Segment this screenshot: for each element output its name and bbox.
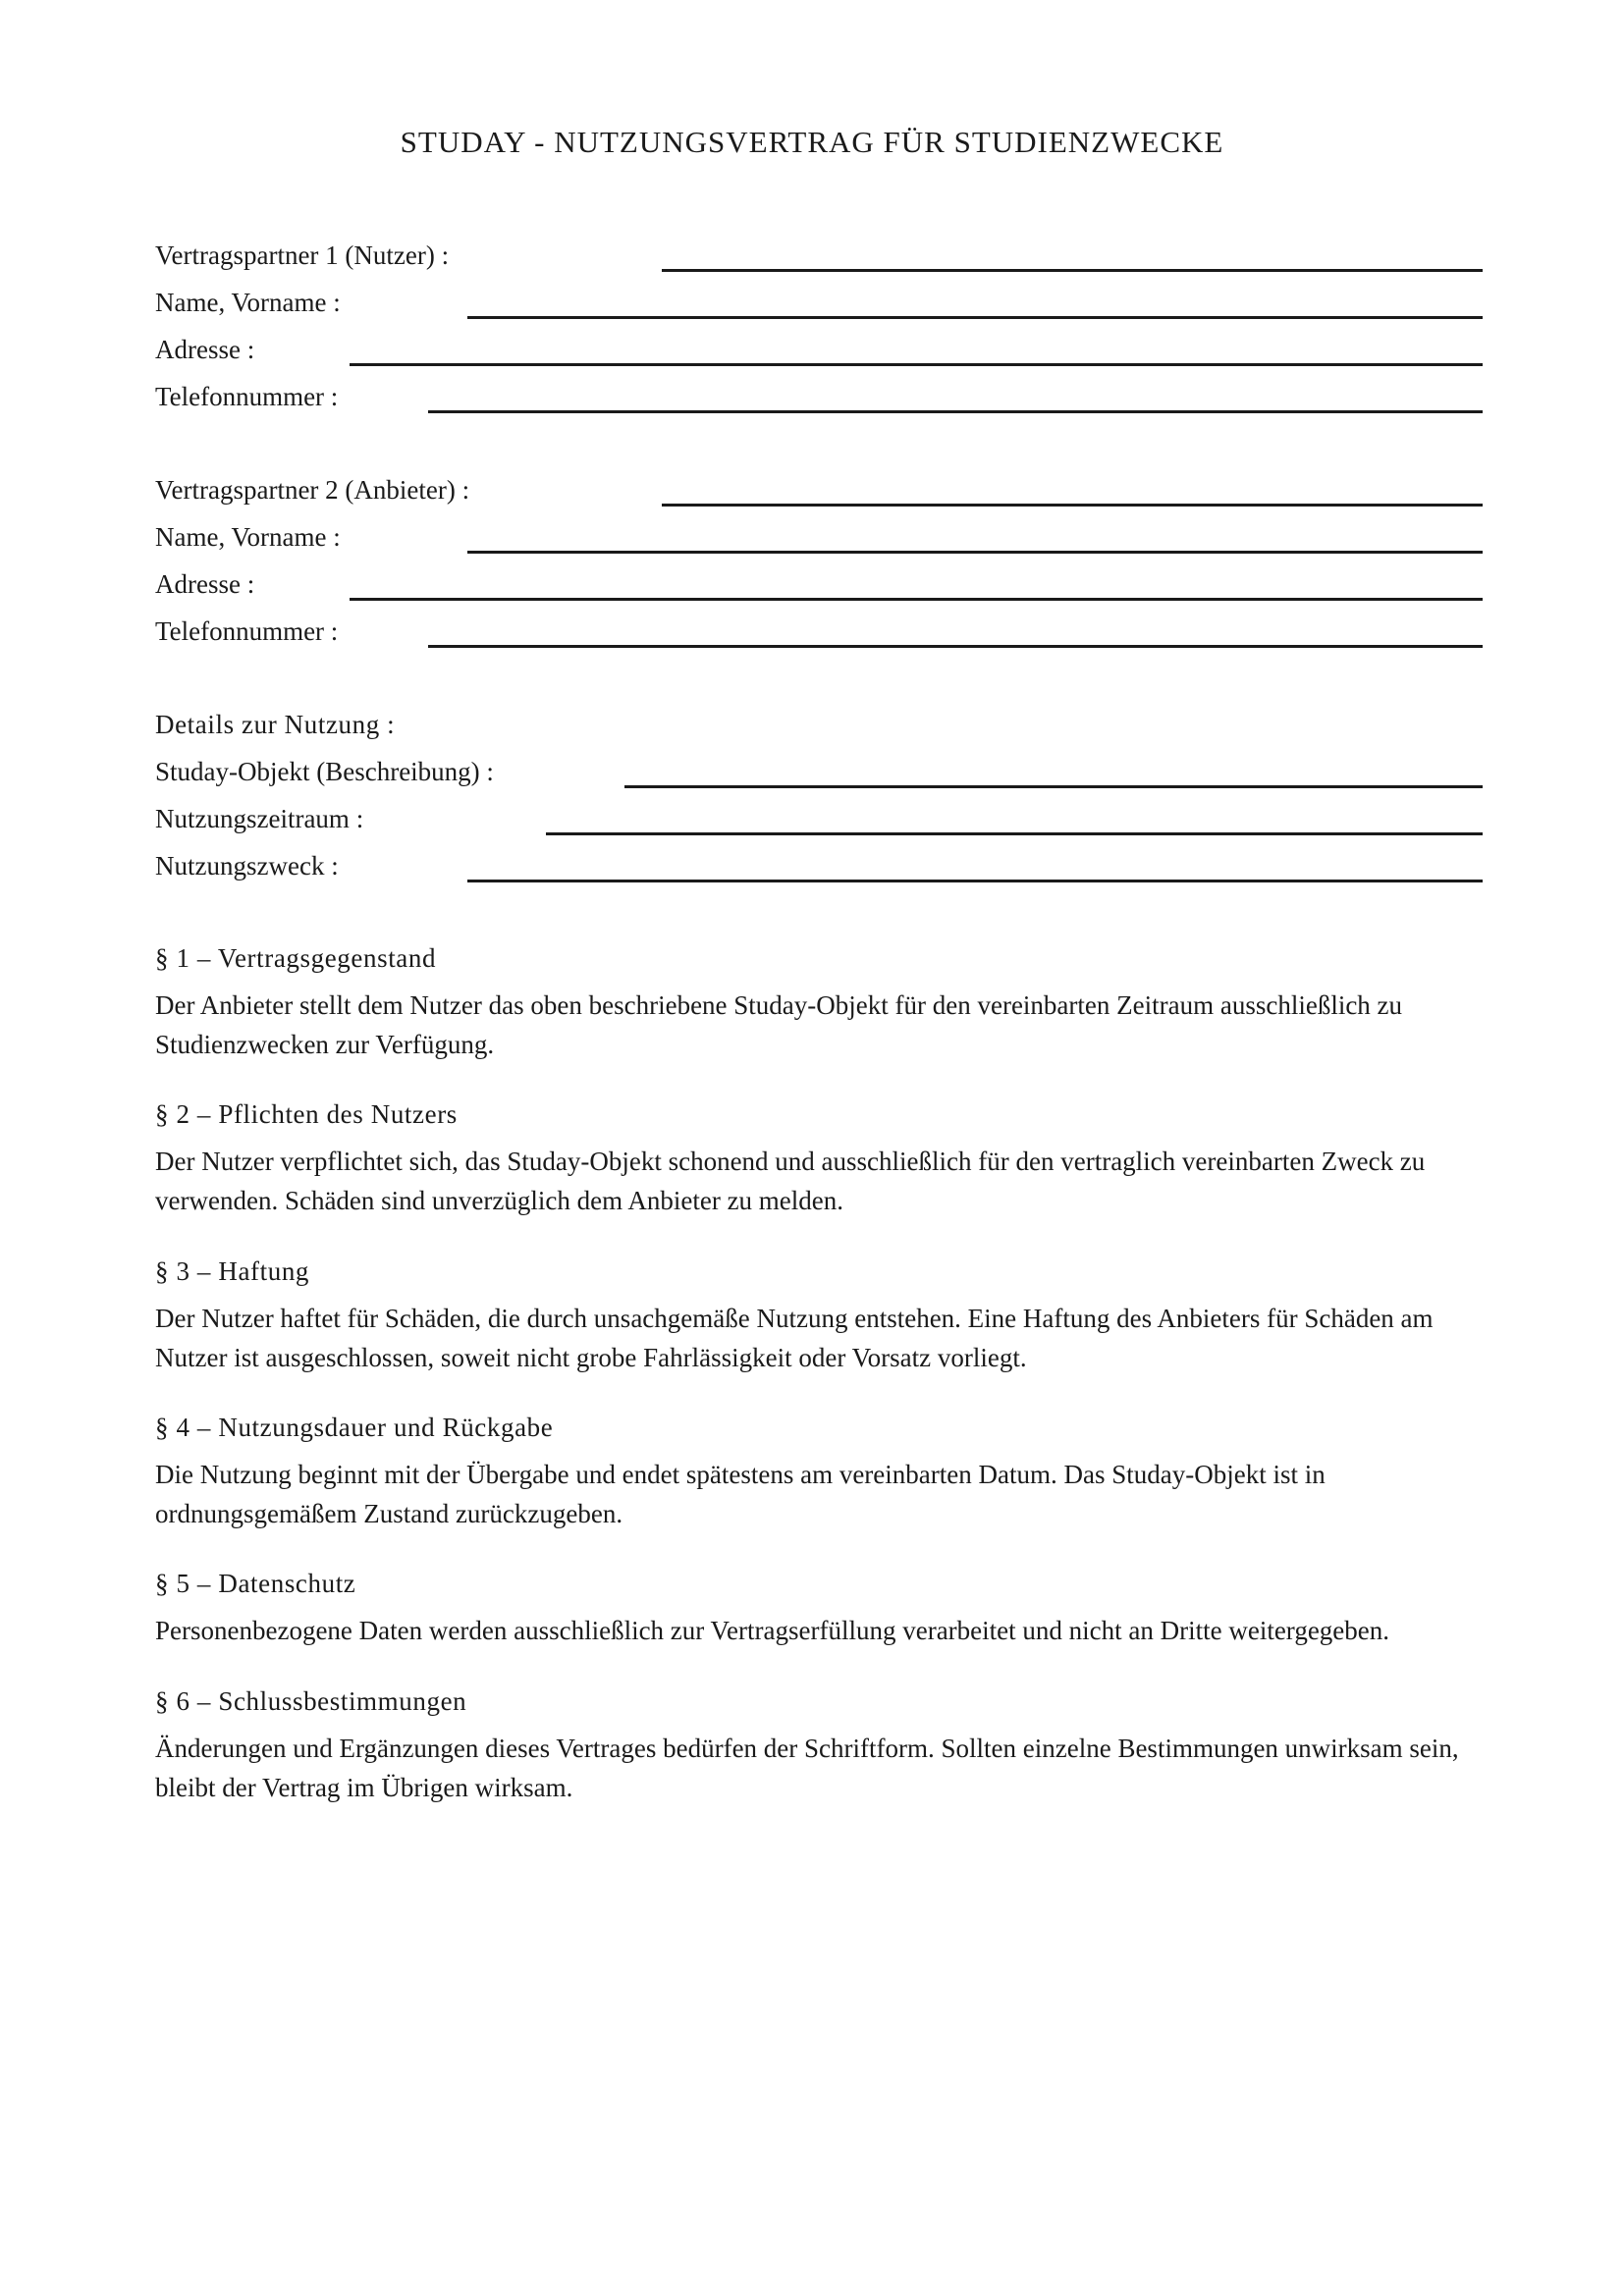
party2-heading: Vertragspartner 2 (Anbieter) : (155, 475, 470, 505)
party1-heading: Vertragspartner 1 (Nutzer) : (155, 240, 450, 270)
party1-heading-field[interactable] (662, 269, 1483, 272)
usage-heading: Details zur Nutzung : (155, 710, 396, 739)
section-4-text: Die Nutzung beginnt mit der Übergabe und endet spätestens am vereinbarten Datum. Das Studay-Objekt ist in ordnungsgemäßem Zustand zurückzugeben. (155, 1460, 1326, 1528)
usage-period-field[interactable] (546, 832, 1483, 835)
party2-name-label: Name, Vorname : (155, 522, 341, 552)
section-1-text: Der Anbieter stellt dem Nutzer das oben beschriebene Studay-Objekt für den vereinbarten Zeitraum ausschließlich zu Studienzwecken zur Verfügung. (155, 990, 1403, 1059)
section-6-heading: § 6 – Schlussbestimmungen (155, 1686, 467, 1716)
party1-address-label: Adresse : (155, 335, 255, 364)
section-2-text: Der Nutzer verpflichtet sich, das Studay-Objekt schonend und ausschließlich für den vertraglich vereinbarten Zweck zu verwenden. Schäden sind unverzüglich dem Anbieter zu melden. (155, 1147, 1426, 1215)
usage-purpose-field[interactable] (467, 880, 1483, 882)
usage-object-label: Studay-Objekt (Beschreibung) : (155, 757, 494, 786)
party1-name-row (155, 283, 1483, 330)
usage-object-field[interactable] (624, 785, 1483, 788)
party2-address-row (155, 564, 1483, 612)
party1-name-label: Name, Vorname : (155, 288, 341, 317)
section-5-heading: § 5 – Datenschutz (155, 1569, 356, 1598)
usage-period-label: Nutzungszeitraum : (155, 804, 364, 833)
party2-address-label: Adresse : (155, 569, 255, 599)
section-4-heading: § 4 – Nutzungsdauer und Rückgabe (155, 1413, 554, 1442)
usage-purpose-label: Nutzungszweck : (155, 851, 339, 881)
document-title: STUDAY - NUTZUNGSVERTRAG FÜR STUDIENZWECKE (400, 125, 1224, 159)
section-2-heading: § 2 – Pflichten des Nutzers (155, 1099, 458, 1129)
party2-phone-row (155, 612, 1483, 659)
section-3-text: Der Nutzer haftet für Schäden, die durch unsachgemäße Nutzung entstehen. Eine Haftung des Anbieters für Schäden am Nutzer ist ausgeschlossen, soweit nicht grobe Fahrlässigkeit oder Vorsatz vorliegt. (155, 1304, 1434, 1372)
party2-name-field[interactable] (467, 551, 1483, 554)
party1-address-field[interactable] (350, 363, 1483, 366)
party1-phone-label: Telefonnummer : (155, 382, 339, 411)
usage-purpose-row (155, 846, 1483, 893)
party2-heading-field[interactable] (662, 504, 1483, 507)
section-6-text: Änderungen und Ergänzungen dieses Vertrages bedürfen der Schriftform. Sollten einzelne Bestimmungen unwirksam sein, bleibt der Vertrag im Übrigen wirksam. (155, 1734, 1459, 1802)
party1-phone-field[interactable] (428, 410, 1483, 413)
party1-name-field[interactable] (467, 316, 1483, 319)
section-5-text: Personenbezogene Daten werden ausschließlich zur Vertragserfüllung verarbeitet und nicht an Dritte weitergegeben. (155, 1616, 1390, 1645)
section-3-heading: § 3 – Haftung (155, 1256, 310, 1286)
party1-address-row (155, 330, 1483, 377)
party2-name-row (155, 517, 1483, 564)
party2-phone-label: Telefonnummer : (155, 616, 339, 646)
usage-period-row (155, 799, 1483, 846)
party1-phone-row (155, 377, 1483, 424)
party2-address-field[interactable] (350, 598, 1483, 601)
party2-heading-row (155, 470, 1483, 517)
party1-heading-row (155, 236, 1483, 283)
party2-phone-field[interactable] (428, 645, 1483, 648)
section-1-heading: § 1 – Vertragsgegenstand (155, 943, 437, 973)
usage-object-row (155, 752, 1483, 799)
